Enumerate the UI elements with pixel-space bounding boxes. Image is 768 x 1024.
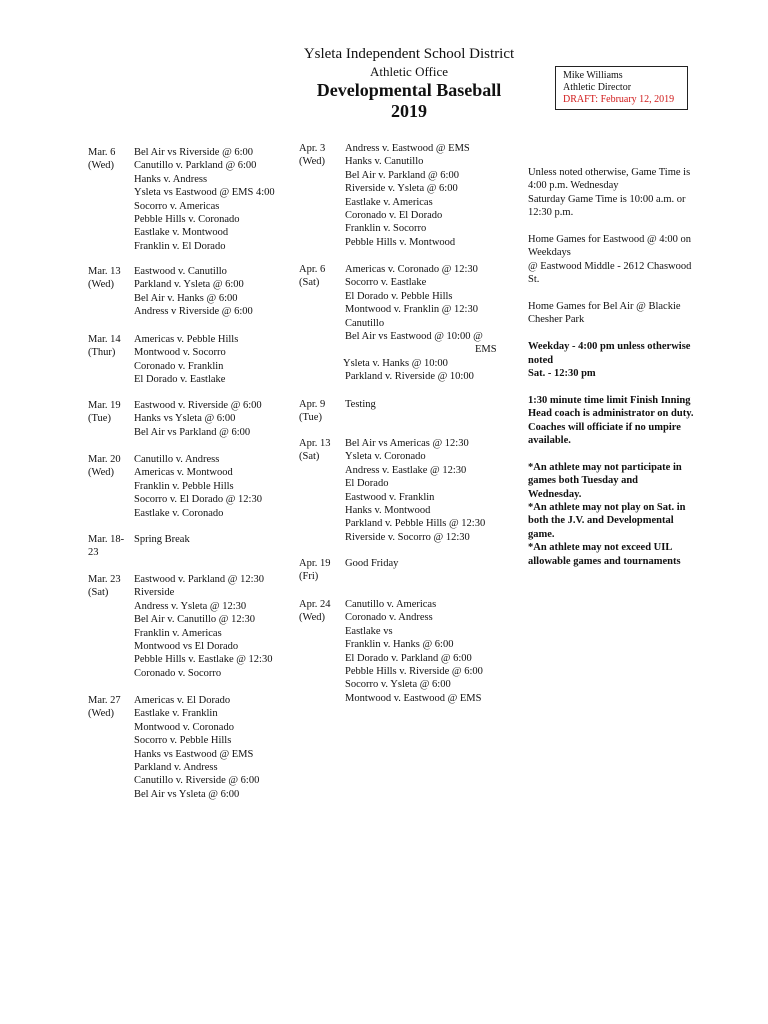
schedule-games [345, 263, 497, 384]
schedule-date: Apr. 13 (Sat) [299, 438, 331, 463]
schedule-games [134, 399, 262, 439]
game-line: Bel Air vs Parkland @ 6:00 [134, 426, 251, 438]
game-line: Bel Air vs Riverside @ 6:00 [134, 147, 254, 158]
note-line: Sat. - 12:30 pm [528, 368, 596, 380]
note-line: noted [528, 354, 554, 366]
note-line: Home Games for Bel Air @ Blackie [528, 301, 681, 313]
game-line: Americas v. El Dorado [134, 695, 231, 706]
note-rules [528, 394, 713, 448]
schedule-games [134, 573, 272, 680]
game-line: Montwood v. Franklin @ 12:30 [345, 304, 478, 316]
game-line: Bel Air v. Parkland @ 6:00 [345, 169, 459, 181]
game-line: Franklin v. Americas [134, 627, 222, 639]
game-line: Parkland v. Andress [134, 762, 218, 774]
schedule-notes [528, 166, 713, 582]
note-line: Chesher Park [528, 314, 585, 326]
district-title: Ysleta Independent School District [303, 46, 515, 62]
game-line: EMS [475, 344, 497, 356]
office-title: Athletic Office [369, 64, 449, 79]
note-line: *An athlete may not participate in [528, 461, 682, 473]
note-line: Unless noted otherwise, Game Time is [528, 167, 691, 178]
schedule-entry [88, 265, 253, 319]
note-line: allowable games and tournaments [528, 555, 681, 567]
game-line: Parkland v. Pebble Hills @ 12:30 [345, 518, 486, 530]
game-line: Canutillo v. Andress [134, 454, 220, 465]
schedule-games [134, 265, 253, 319]
note-line: game. [528, 528, 555, 540]
schedule-games [345, 398, 376, 425]
game-line: Coronado v. Franklin [134, 360, 224, 372]
game-line: Montwood vs El Dorado [134, 641, 239, 653]
game-line: El Dorado [345, 478, 389, 490]
note-line: Weekday - 4:00 pm unless otherwise [528, 341, 691, 353]
schedule-entry [299, 142, 470, 249]
note-line: both the J.V. and Developmental [528, 515, 674, 527]
game-line: Coronado v. Andress [345, 612, 433, 624]
note-line: available. [528, 435, 571, 447]
note-belair-home [528, 300, 713, 327]
game-line: Montwood v. Eastwood @ EMS [345, 692, 482, 704]
game-line: Canutillo v. Americas [345, 599, 437, 610]
schedule-entry [88, 533, 190, 560]
year-title: 2019 [391, 101, 427, 121]
schedule-date: Mar. 14 (Thur) [88, 334, 121, 359]
schedule-entry [88, 399, 262, 439]
schedule-entry [88, 573, 272, 680]
game-line: Ysleta vs Eastwood @ EMS 4:00 [134, 187, 275, 199]
game-line: Eastlake vs [345, 625, 393, 637]
schedule-date: Mar. 20 (Wed) [88, 454, 121, 479]
game-line: Eastlake v. Coronado [134, 507, 224, 519]
game-line: Americas v. Montwood [134, 467, 233, 479]
schedule-date: Apr. 3 (Wed) [299, 143, 326, 168]
game-line: Eastlake v. Montwood [134, 227, 229, 239]
note-line: Saturday Game Time is 10:00 a.m. or [528, 193, 686, 205]
schedule-date: Mar. 27 (Wed) [88, 695, 121, 720]
schedule-entry [88, 146, 275, 253]
schedule-entry [299, 598, 483, 705]
game-line: Franklin v. Pebble Hills [134, 480, 234, 492]
game-line: Americas v. Coronado @ 12:30 [345, 264, 478, 275]
note-line: *An athlete may not exceed UIL [528, 542, 673, 554]
schedule-entry [299, 437, 485, 544]
game-line: Socorro v. Ysleta @ 6:00 [345, 679, 451, 691]
director-role: Athletic Director [563, 82, 632, 93]
note-line: 12:30 p.m. [528, 207, 574, 219]
schedule-games [345, 142, 470, 249]
game-line: Socorro v. El Dorado @ 12:30 [134, 494, 262, 506]
game-line: Eastwood v. Parkland @ 12:30 [134, 574, 265, 585]
schedule-games [134, 453, 262, 520]
note-eastwood-home [528, 233, 713, 287]
game-line: Pebble Hills v. Montwood [345, 236, 456, 248]
note-line: Home Games for Eastwood @ 4:00 on [528, 234, 692, 246]
schedule-games [134, 333, 238, 387]
note-eligibility [528, 461, 713, 568]
game-line: Andress v. Ysleta @ 12:30 [134, 600, 247, 612]
game-line: Spring Break [134, 534, 190, 545]
game-line: Pebble Hills v. Eastlake @ 12:30 [134, 654, 273, 666]
game-line: Coronado v. El Dorado [345, 210, 443, 222]
game-line: Hanks vs Ysleta @ 6:00 [134, 413, 236, 425]
note-line: games both Tuesday and [528, 475, 638, 487]
draft-date: DRAFT: February 12, 2019 [563, 94, 675, 105]
note-line: Wednesday. [528, 488, 582, 500]
note-line: Weekdays [528, 247, 571, 259]
game-line: Pebble Hills v. Coronado [134, 214, 240, 226]
game-line: Canutillo v. Parkland @ 6:00 [134, 160, 257, 172]
game-line: Franklin v. Hanks @ 6:00 [345, 639, 454, 651]
note-line: Head coach is administrator on duty. [528, 408, 694, 420]
game-line: Socorro v. Americas [134, 200, 220, 212]
note-times [528, 340, 713, 380]
game-line: Bel Air vs Americas @ 12:30 [345, 438, 469, 449]
schedule-games [134, 533, 190, 560]
note-line: St. [528, 274, 540, 286]
schedule-date: Apr. 19 (Fri) [299, 558, 331, 583]
game-line: Franklin v. Socorro [345, 223, 427, 235]
game-line: Canutillo [345, 317, 385, 329]
schedule-entry [299, 263, 497, 384]
schedule-date: Mar. 19 (Tue) [88, 400, 121, 425]
game-line: Andress v Riverside @ 6:00 [134, 306, 253, 318]
schedule-date: Mar. 18- 23 [88, 534, 125, 559]
game-line: Canutillo v. Riverside @ 6:00 [134, 775, 260, 787]
game-line: Bel Air v. Canutillo @ 12:30 [134, 614, 255, 626]
schedule-entry [88, 694, 259, 801]
sport-title: Developmental Baseball [316, 80, 502, 100]
game-line: Montwood v. Socorro [134, 347, 226, 359]
game-line: Hanks v. Canutillo [345, 156, 424, 168]
game-line: Americas v. Pebble Hills [134, 334, 239, 345]
schedule-entry [88, 333, 238, 387]
note-game-time [528, 166, 713, 220]
game-line: Eastwood v. Riverside @ 6:00 [134, 400, 262, 411]
director-info-box [555, 66, 688, 110]
note-line: @ Eastwood Middle - 2612 Chaswood [528, 260, 692, 272]
game-line: Hanks v. Montwood [345, 505, 431, 517]
schedule-date: Mar. 6 (Wed) [88, 147, 116, 172]
game-line: Parkland v. Riverside @ 10:00 [345, 371, 474, 383]
game-line: El Dorado v. Eastlake [134, 374, 226, 386]
schedule-entry [299, 557, 398, 584]
game-line: Montwood v. Coronado [134, 721, 234, 733]
game-line: Socorro v. Eastlake [345, 277, 427, 289]
game-line: Testing [345, 399, 376, 410]
director-name: Mike Williams [563, 70, 623, 81]
schedule-games [134, 146, 275, 253]
game-line: El Dorado v. Parkland @ 6:00 [345, 652, 472, 664]
schedule-date: Mar. 13 (Wed) [88, 266, 121, 291]
game-line: Coronado v. Socorro [134, 667, 222, 679]
note-line: 1:30 minute time limit Finish Inning [528, 394, 691, 406]
game-line: Eastwood v. Canutillo [134, 266, 227, 277]
game-line: Bel Air v. Hanks @ 6:00 [134, 292, 238, 304]
schedule-games [345, 557, 398, 584]
schedule-entry [299, 398, 376, 425]
game-line: Andress v. Eastlake @ 12:30 [345, 464, 467, 476]
game-line: Ysleta v. Coronado [345, 451, 426, 463]
game-line: Hanks v. Andress [134, 173, 208, 185]
note-line: *An athlete may not play on Sat. in [528, 502, 686, 514]
schedule-games [345, 598, 483, 705]
game-line: Hanks vs Eastwood @ EMS [134, 748, 254, 760]
game-line: Pebble Hills v. Riverside @ 6:00 [345, 666, 483, 678]
schedule-date: Apr. 24 (Wed) [299, 599, 331, 624]
game-line: El Dorado v. Pebble Hills [345, 290, 453, 302]
schedule-entry [88, 453, 262, 520]
note-line: Coaches will officiate if no umpire [528, 421, 681, 433]
schedule-date: Apr. 9 (Tue) [299, 399, 326, 424]
schedule-date: Apr. 6 (Sat) [299, 264, 326, 289]
game-line: Franklin v. El Dorado [134, 240, 226, 252]
game-line: Good Friday [345, 558, 399, 569]
game-line: Riverside [134, 587, 175, 599]
game-line: Riverside v. Ysleta @ 6:00 [345, 183, 458, 195]
schedule-date: Mar. 23 (Sat) [88, 574, 121, 599]
game-line: Ysleta v. Hanks @ 10:00 [343, 357, 448, 369]
schedule-games [134, 694, 259, 801]
game-line: Bel Air vs Eastwood @ 10:00 @ [345, 331, 483, 343]
game-line: Eastwood v. Franklin [345, 491, 435, 503]
game-line: Bel Air vs Ysleta @ 6:00 [134, 788, 240, 800]
game-line: Eastlake v. Franklin [134, 708, 218, 720]
game-line: Andress v. Eastwood @ EMS [345, 143, 470, 154]
game-line: Riverside v. Socorro @ 12:30 [345, 531, 470, 543]
schedule-games [345, 437, 485, 544]
game-line: Socorro v. Pebble Hills [134, 735, 232, 747]
game-line: Eastlake v. Americas [345, 196, 433, 208]
note-line: 4:00 p.m. Wednesday [528, 180, 619, 192]
game-line: Parkland v. Ysleta @ 6:00 [134, 279, 244, 291]
